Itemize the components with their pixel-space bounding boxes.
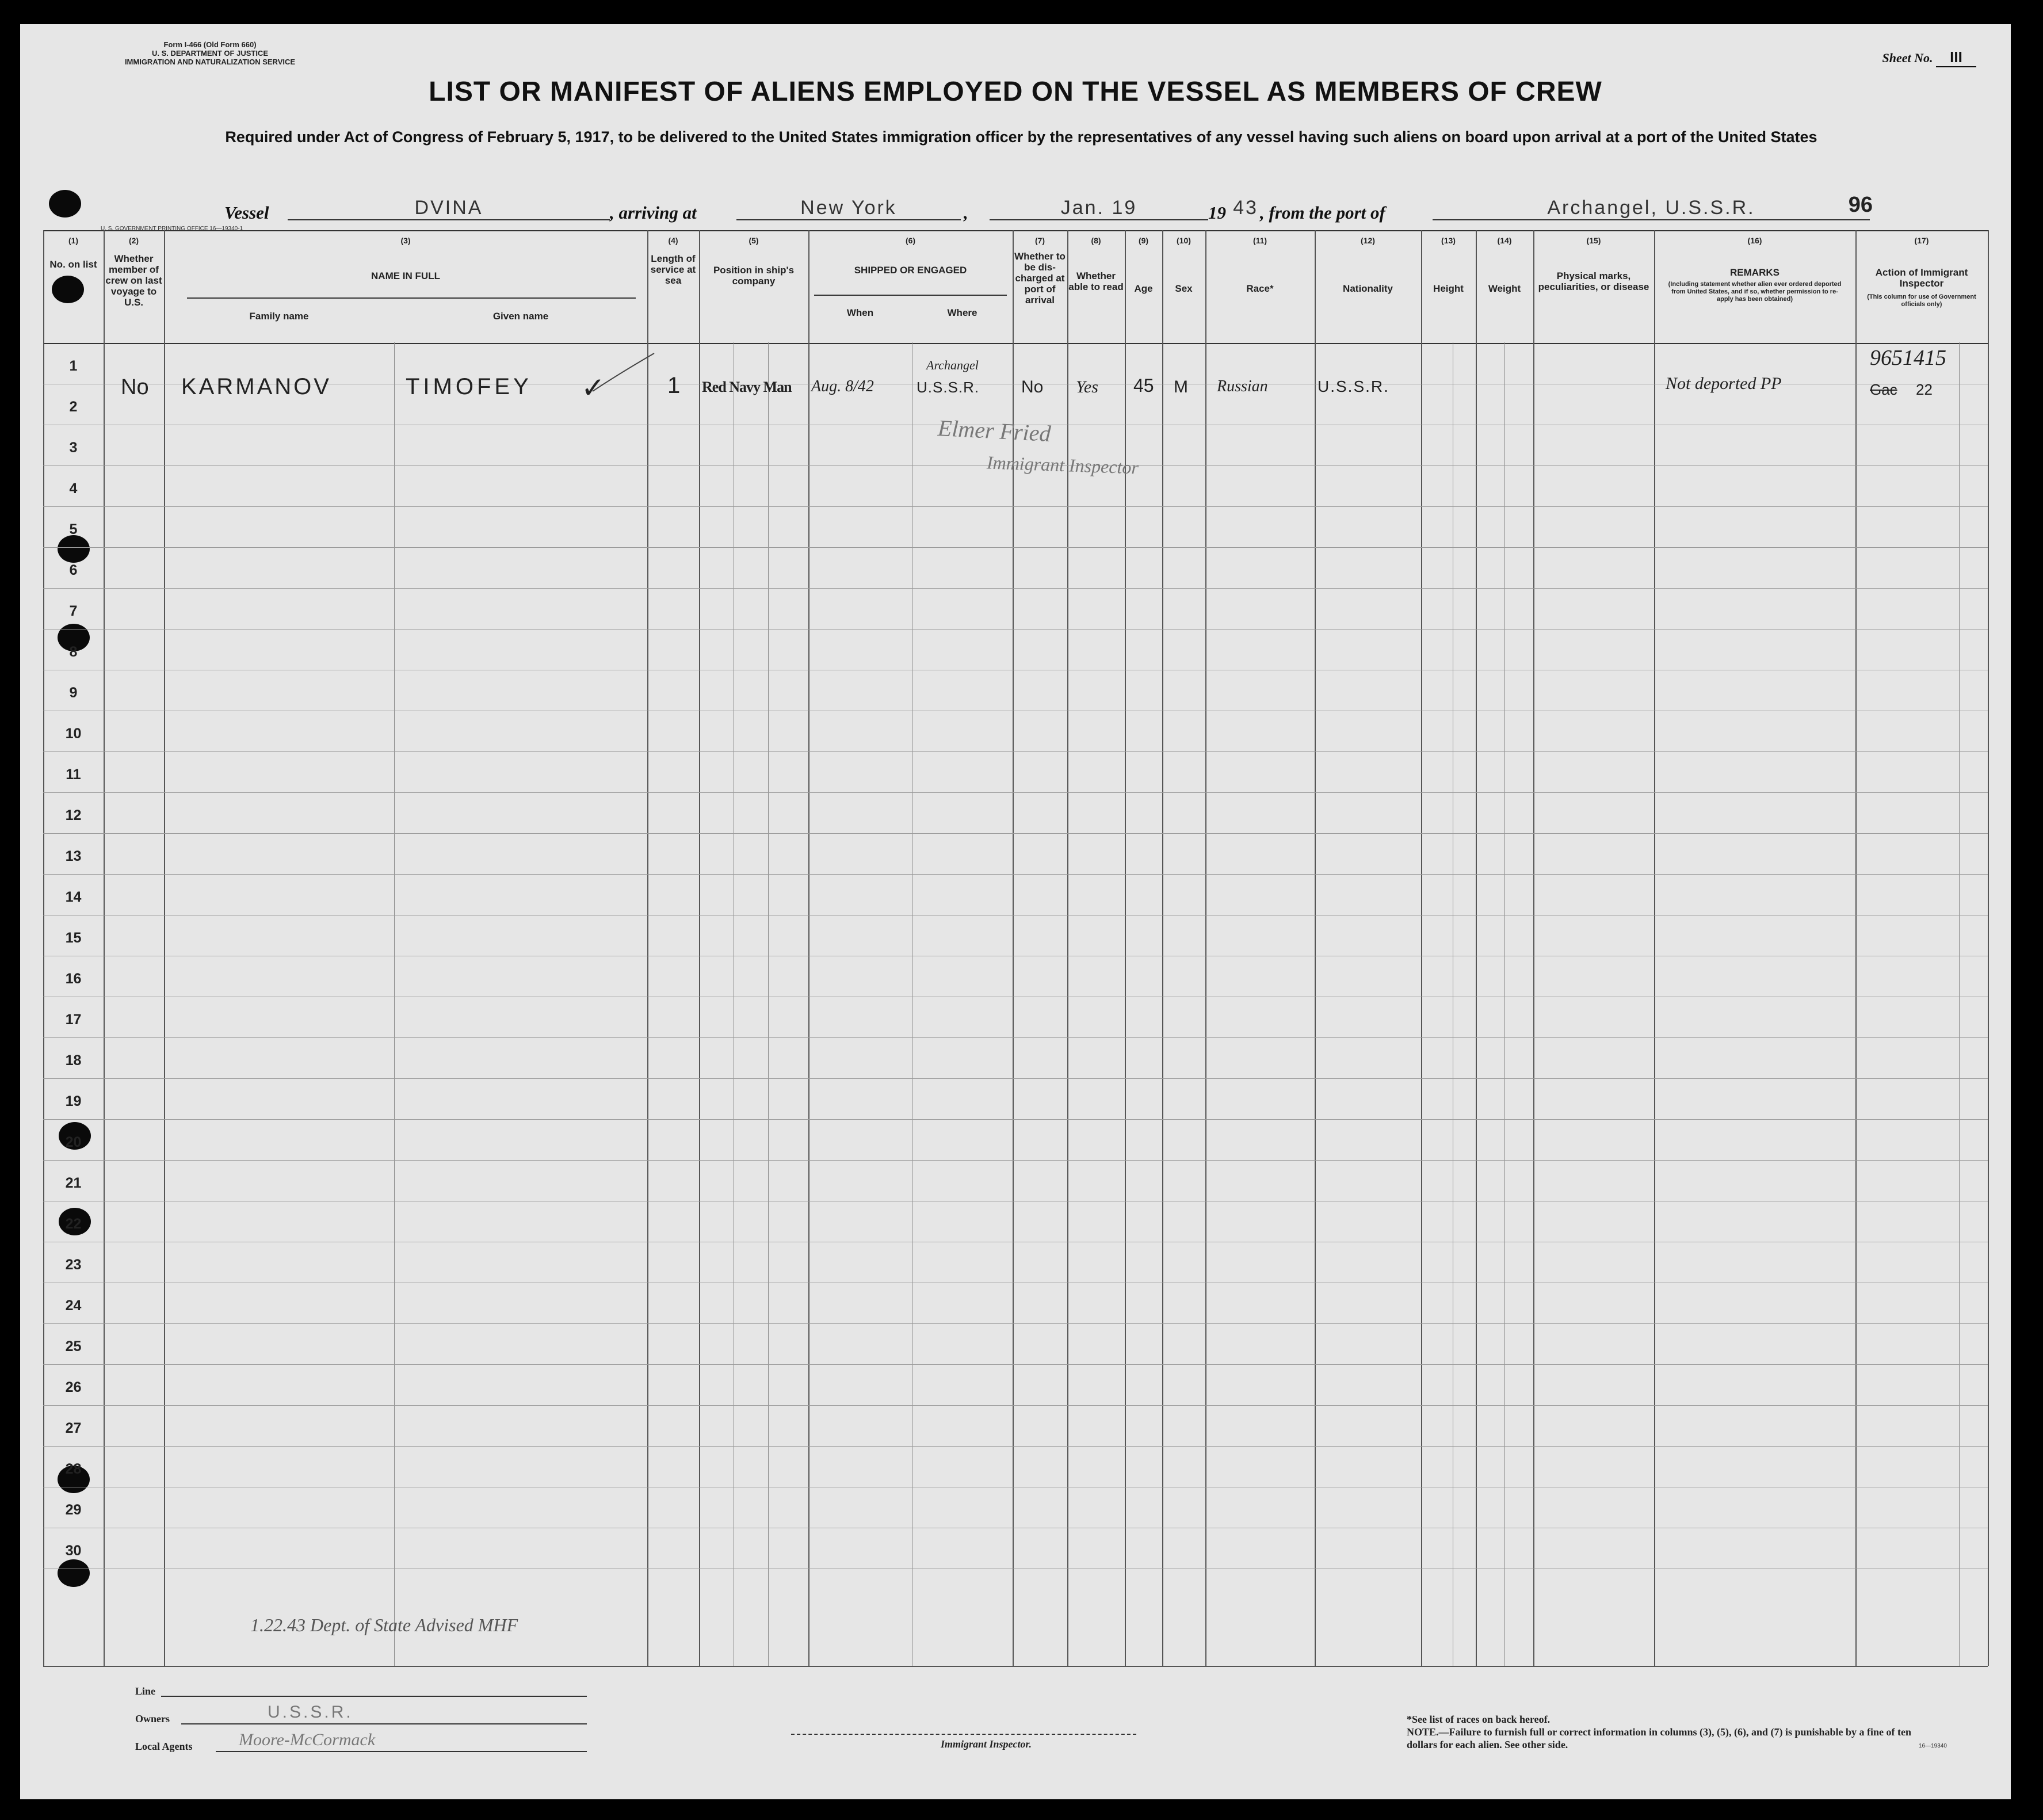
from-port: Archangel, U.S.S.R. (1433, 197, 1870, 220)
row-number: 18 (65, 1052, 82, 1069)
col-sex: Sex (1175, 283, 1193, 294)
row-number: 7 (69, 603, 78, 619)
manifest-table: (1) (2) (3) (4) (5) (6) (7) (8) (9) (10) (11) (12) (13) (14) (15) (16) (17) No. on list Whether member of crew on last voyage to U.S. NAME IN FULL Family name Given name Length of service at sea Position in ship's company SHIPPED OR ENGAGED When Where Whether to be dis-charged at port of arrival Whether able to read Age Sex Race* Nationality Height Weight Physical marks, peculiarities, or disease REMARKS (Including statement whether alien ever ordered deported from United States, and if so, whether permission to re-apply has been obtained) Action of Immigrant Inspector (This column for use of Government officials only) 1 2 3 4 5 6 7 8 9 10 11 12 13 14 15 16 17 18 19 20 21 22 23 24 25 26 27 28 29 30 No KARMANOV TIMOFEY ✓ 1 Red Navy Man Aug. 8/42 Archangel U.S.S.R. No Yes 45 M Russian U.S.S.R. Not deported PP 9651415 Gac 22 Elmer Fried Immigrant Inspector (43, 230, 1988, 1666)
row-number: 10 (65, 726, 82, 742)
entry-age: 45 (1133, 375, 1154, 396)
row-line (43, 588, 1988, 589)
row-number: 6 (69, 562, 78, 578)
col-length-of-service: Length of service at sea (650, 253, 696, 286)
row-line (43, 874, 1988, 875)
entry-remarks: Not deported PP (1666, 374, 1782, 393)
row-number: 28 (65, 1461, 82, 1477)
col-nationality: Nationality (1343, 283, 1393, 294)
form-title: LIST OR MANIFEST OF ALIENS EMPLOYED ON THE VESSEL AS MEMBERS OF CREW (429, 77, 1602, 107)
col-where: Where (947, 307, 977, 318)
manifest-page (20, 24, 2011, 1799)
col-when: When (846, 307, 874, 318)
row-number: 22 (65, 1216, 82, 1232)
row-line (43, 1078, 1988, 1079)
printing-office: U. S. GOVERNMENT PRINTING OFFICE 16—19340-1 (101, 226, 243, 232)
row-number: 5 (69, 521, 78, 537)
row-number: 23 (65, 1257, 82, 1273)
row-line (43, 1446, 1988, 1447)
col-weight: Weight (1488, 283, 1521, 294)
col-physical-marks: Physical marks, peculiarities, or disease (1538, 270, 1649, 292)
row-number: 17 (65, 1012, 82, 1028)
col-family-name: Family name (249, 311, 309, 322)
row-line (43, 506, 1988, 507)
check-stroke (590, 351, 659, 403)
row-number: 11 (66, 766, 81, 783)
page-number: 96 (1848, 193, 1873, 217)
arrival-date: Jan. 19 (990, 197, 1208, 220)
entry-race: Russian (1217, 377, 1268, 395)
entry-action-struck: Gac (1870, 381, 1897, 398)
entry-crew-last-voyage: No (121, 375, 149, 399)
line-field (161, 1696, 587, 1697)
col-able-to-read: Whether able to read (1068, 270, 1124, 292)
col-remarks: REMARKS (1730, 267, 1779, 278)
col-race: Race* (1246, 283, 1274, 294)
vessel-line: Vessel DVINA , arriving at New York , Jan. 19 19 43 , from the port of Archangel, U.S.S.R. (224, 197, 1893, 231)
entry-where-top: Archangel (926, 358, 979, 372)
row-number: 30 (65, 1543, 82, 1559)
row-number: 8 (69, 644, 78, 660)
row-number: 20 (65, 1134, 82, 1150)
row-line (43, 751, 1988, 752)
row-number: 12 (65, 807, 82, 823)
sheet-number: Sheet No. III (1882, 48, 1977, 67)
arriving-at: New York (736, 197, 961, 220)
entry-position: Red Navy Man (702, 379, 792, 395)
row-number: 13 (65, 848, 82, 864)
entry-given-name: TIMOFEY (406, 374, 532, 399)
entry-where: U.S.S.R. (917, 379, 980, 396)
binder-hole (49, 190, 81, 218)
footer-note: *See list of races on back hereof. NOTE.—Failure to furnish full or correct information in columns (3), (5), (6), and (7) is punishable by a fine of ten dollars for each alien. See other side. (1407, 1714, 1912, 1750)
row-line (43, 1323, 1988, 1324)
row-number: 9 (69, 685, 78, 701)
check-mark: ✓ (581, 372, 605, 404)
row-line (43, 792, 1988, 793)
entry-action-tail: 22 (1916, 381, 1933, 398)
row-number: 3 (69, 440, 78, 456)
row-line (43, 1364, 1988, 1365)
row-number: 21 (65, 1175, 82, 1191)
col-name-in-full: NAME IN FULL (371, 270, 440, 281)
row-line (43, 1405, 1988, 1406)
col-position: Position in ship's company (713, 265, 795, 287)
entry-when: Aug. 8/42 (811, 377, 874, 395)
inspector-signature-line (791, 1734, 1136, 1735)
col-given-name: Given name (492, 311, 549, 322)
row-number: 16 (65, 971, 82, 987)
arrival-year: 43 (1233, 197, 1258, 219)
state-department-annotation: 1.22.43 Dept. of State Advised MHF (250, 1615, 518, 1635)
row-number: 2 (69, 399, 78, 415)
row-number: 14 (65, 889, 82, 905)
entry-action-number: 9651415 (1870, 346, 1946, 370)
entry-discharged: No (1021, 377, 1044, 396)
row-line (43, 1119, 1988, 1120)
col-height: Height (1433, 283, 1464, 294)
col-shipped-or-engaged: SHIPPED OR ENGAGED (854, 265, 967, 276)
manifest-footer: Line Owners U.S.S.R. Local Agents Moore-McCormack Immigrant Inspector. *See list of races on back hereof. NOTE.—Failure to furnish full or correct information in columns (3), (5), (6), and (7) is punishable by a fine of ten dollars for each alien. See other side. 16—19340 (43, 1666, 1988, 1747)
entry-sex: M (1174, 377, 1188, 396)
row-number: 1 (69, 358, 78, 374)
col-immigrant-inspector-action: Action of Immigrant Inspector (1875, 267, 1968, 289)
col-no-on-list: No. on list (49, 259, 97, 270)
row-line (43, 1037, 1988, 1038)
entry-nationality: U.S.S.R. (1318, 377, 1389, 395)
entry-family-name: KARMANOV (181, 374, 331, 399)
form-subtitle: Required under Act of Congress of February 5, 1917, to be delivered to the United States immigration officer by the representatives of any vessel having such aliens on board upon arrival at a port of the United States (225, 128, 1817, 146)
vessel-name: DVINA (288, 197, 610, 220)
row-line (43, 547, 1988, 548)
sheet-number-value: III (1936, 48, 1976, 67)
row-number: 4 (69, 480, 78, 497)
col-age: Age (1134, 283, 1153, 294)
row-number: 29 (65, 1502, 82, 1518)
entry-able-to-read: Yes (1076, 377, 1098, 396)
col-discharged: Whether to be dis-charged at port of arrival (1014, 251, 1066, 306)
owners-value: U.S.S.R. (268, 1703, 353, 1722)
row-number: 24 (65, 1298, 82, 1314)
inspector-signature: Elmer Fried (937, 414, 1052, 447)
entry-length-of-service: 1 (667, 373, 681, 398)
inspector-signature-title: Immigrant Inspector (986, 452, 1139, 478)
row-line (43, 1160, 1988, 1161)
col-crew-last-voyage: Whether member of crew on last voyage to U.S. (105, 253, 162, 308)
row-line (43, 833, 1988, 834)
row-number: 26 (65, 1379, 82, 1395)
form-identifier: Form I-466 (Old Form 660) U. S. DEPARTMENT OF JUSTICE IMMIGRATION AND NATURALIZATION SERVICE (124, 40, 296, 66)
row-number: 15 (65, 930, 82, 946)
agents-value: Moore-McCormack (239, 1730, 376, 1749)
row-number: 19 (65, 1093, 82, 1109)
row-number: 27 (65, 1420, 82, 1436)
row-number: 25 (65, 1338, 82, 1354)
